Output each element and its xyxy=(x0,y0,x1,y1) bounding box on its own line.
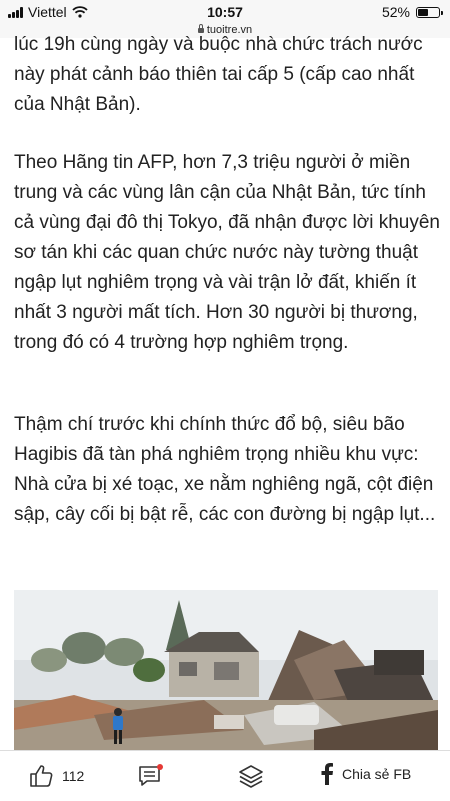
status-bar xyxy=(0,0,450,24)
share-facebook-button[interactable] xyxy=(320,763,411,785)
layers-icon xyxy=(237,763,265,789)
facebook-icon xyxy=(320,763,334,785)
bottom-toolbar xyxy=(0,750,450,801)
comment-icon xyxy=(137,763,165,789)
carrier-name: Viettel xyxy=(28,4,67,20)
article-paragraph-2: Theo Hãng tin AFP, hơn 7,3 triệu người ở miền trung và các vùng lân cận của Nhật Bản, tức tính cả vùng đại đô thị Tokyo, đã nhận được lời khuyên sơ tán khi các quan chức nước này tường thuật ngập lụt nghiêm trọng và vài trận lở đất, khiến ít nhất 3 người mất tích. Hơn 30 người bị thương, trong đó có 4 trường hợp nghiêm trọng. xyxy=(14,152,440,353)
article-paragraph-1: lúc 19h cùng ngày và buộc nhà chức trách nước này phát cảnh báo thiên tai cấp 5 (cấp cao nhất của Nhật Bản). xyxy=(14,34,423,115)
article-paragraph-3: Thậm chí trước khi chính thức đổ bộ, siêu bão Hagibis đã tàn phá nghiêm trọng nhiều khu vực: Nhà cửa bị xé toạc, xe nằm nghiêng ngã, cột điện sập, cây cối bị bật rễ, các con đường bị ngập lụt... xyxy=(14,414,436,525)
layers-button[interactable] xyxy=(237,763,265,789)
comment-button[interactable] xyxy=(137,763,165,789)
like-count: 112 xyxy=(62,768,85,784)
thumbs-up-icon xyxy=(28,763,54,789)
share-label: Chia sẻ FB xyxy=(342,766,412,782)
article-photo[interactable] xyxy=(14,590,438,750)
like-button[interactable] xyxy=(28,763,84,789)
status-right xyxy=(382,4,440,20)
battery-fill xyxy=(418,9,428,16)
url-text: tuoitre.vn xyxy=(206,24,253,36)
clock: 10:57 xyxy=(207,4,243,20)
storm-damage-photo xyxy=(14,590,438,750)
battery-percent: 52% xyxy=(381,4,410,20)
battery-icon xyxy=(416,7,440,18)
